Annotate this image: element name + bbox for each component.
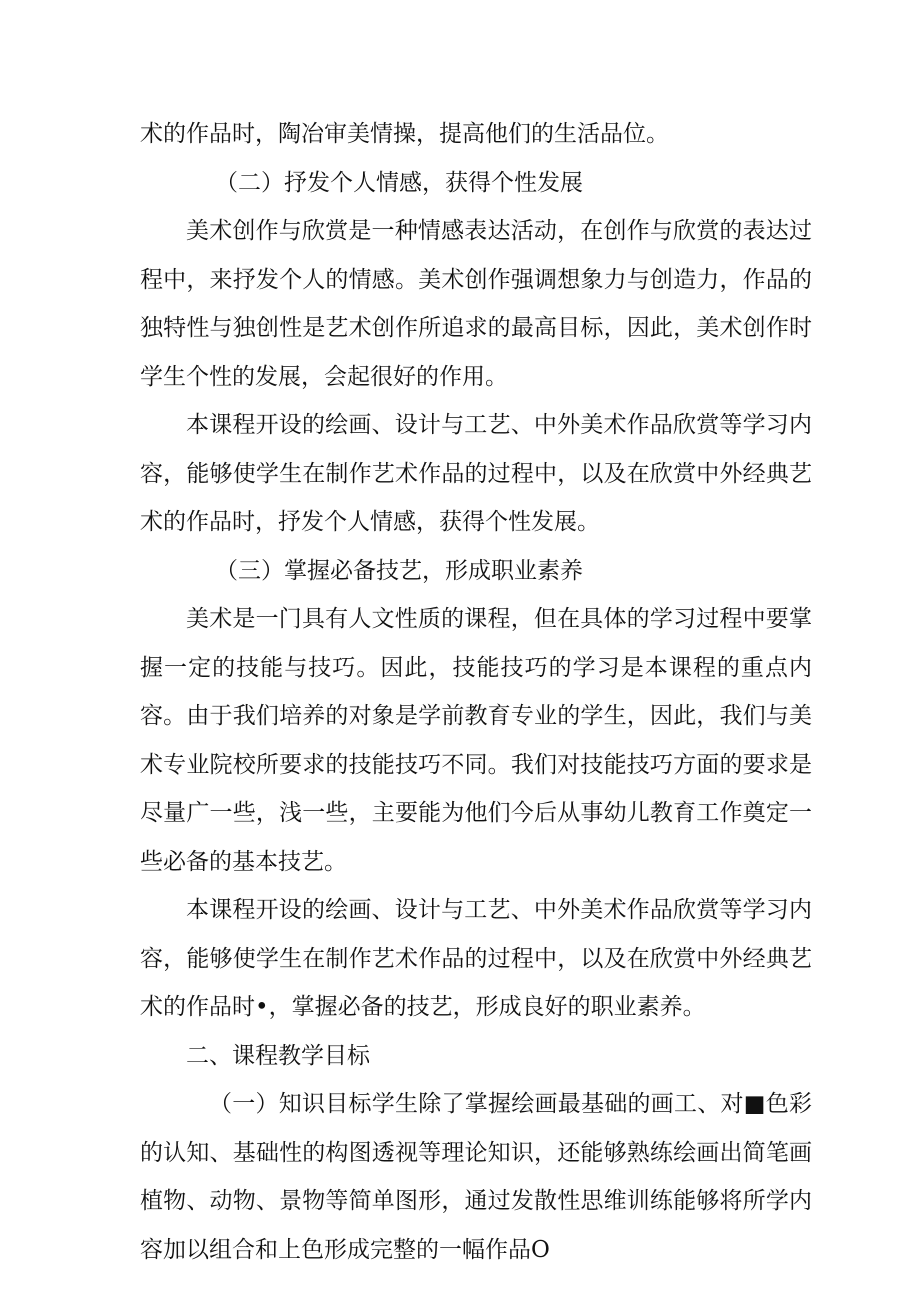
section-heading-3: （三）掌握必备技艺，形成职业素养	[215, 557, 583, 584]
section-heading-2: （二）抒发个人情感，获得个性发展	[215, 169, 583, 196]
paragraph: 美术是一门具有人文性质的课程，但在具体的学习过程中要掌握一定的技能与技巧。因此，技能技巧的学习是本课程的重点内容。由于我们培养的对象是学前教育专业的学生，因此，我们与美术专业院校所要求的技能技巧不同。我们对技能技巧方面的要求是尽量广一些，浅一些，主要能为他们今后从事幼儿教育工作奠定一些必备的基本技艺。	[140, 606, 812, 875]
paragraph: 本课程开设的绘画、设计与工艺、中外美术作品欣赏等学习内容，能够使学生在制作艺术作品的过程中，以及在欣赏中外经典艺术的作品时•，掌握必备的技艺，形成良好的职业素养。	[140, 897, 812, 1020]
document-body	[140, 110, 812, 1274]
chapter-heading: 二、课程教学目标	[186, 1042, 370, 1069]
paragraph: 本课程开设的绘画、设计与工艺、中外美术作品欣赏等学习内容，能够使学生在制作艺术作品的过程中，以及在欣赏中外经典艺术的作品时，抒发个人情感，获得个性发展。	[140, 412, 812, 535]
paragraph-continuation: 术的作品时，陶冶审美情操，提高他们的生活品位。	[140, 121, 669, 147]
paragraph: 美术创作与欣赏是一种情感表达活动，在创作与欣赏的表达过程中，来抒发个人的情感。美术创作强调想象力与创造力，作品的独特性与独创性是艺术创作所追求的最高目标，因此，美术创作时学生个性的发展，会起很好的作用。	[140, 218, 812, 390]
paragraph-knowledge-goal: （一）知识目标学生除了掌握绘画最基础的画工、对■色彩的认知、基础性的构图透视等理论知识，还能够熟练绘画出简笔画植物、动物、景物等简单图形，通过发散性思维训练能够将所学内容加以组合和上色形成完整的一幅作品O	[140, 1091, 812, 1263]
